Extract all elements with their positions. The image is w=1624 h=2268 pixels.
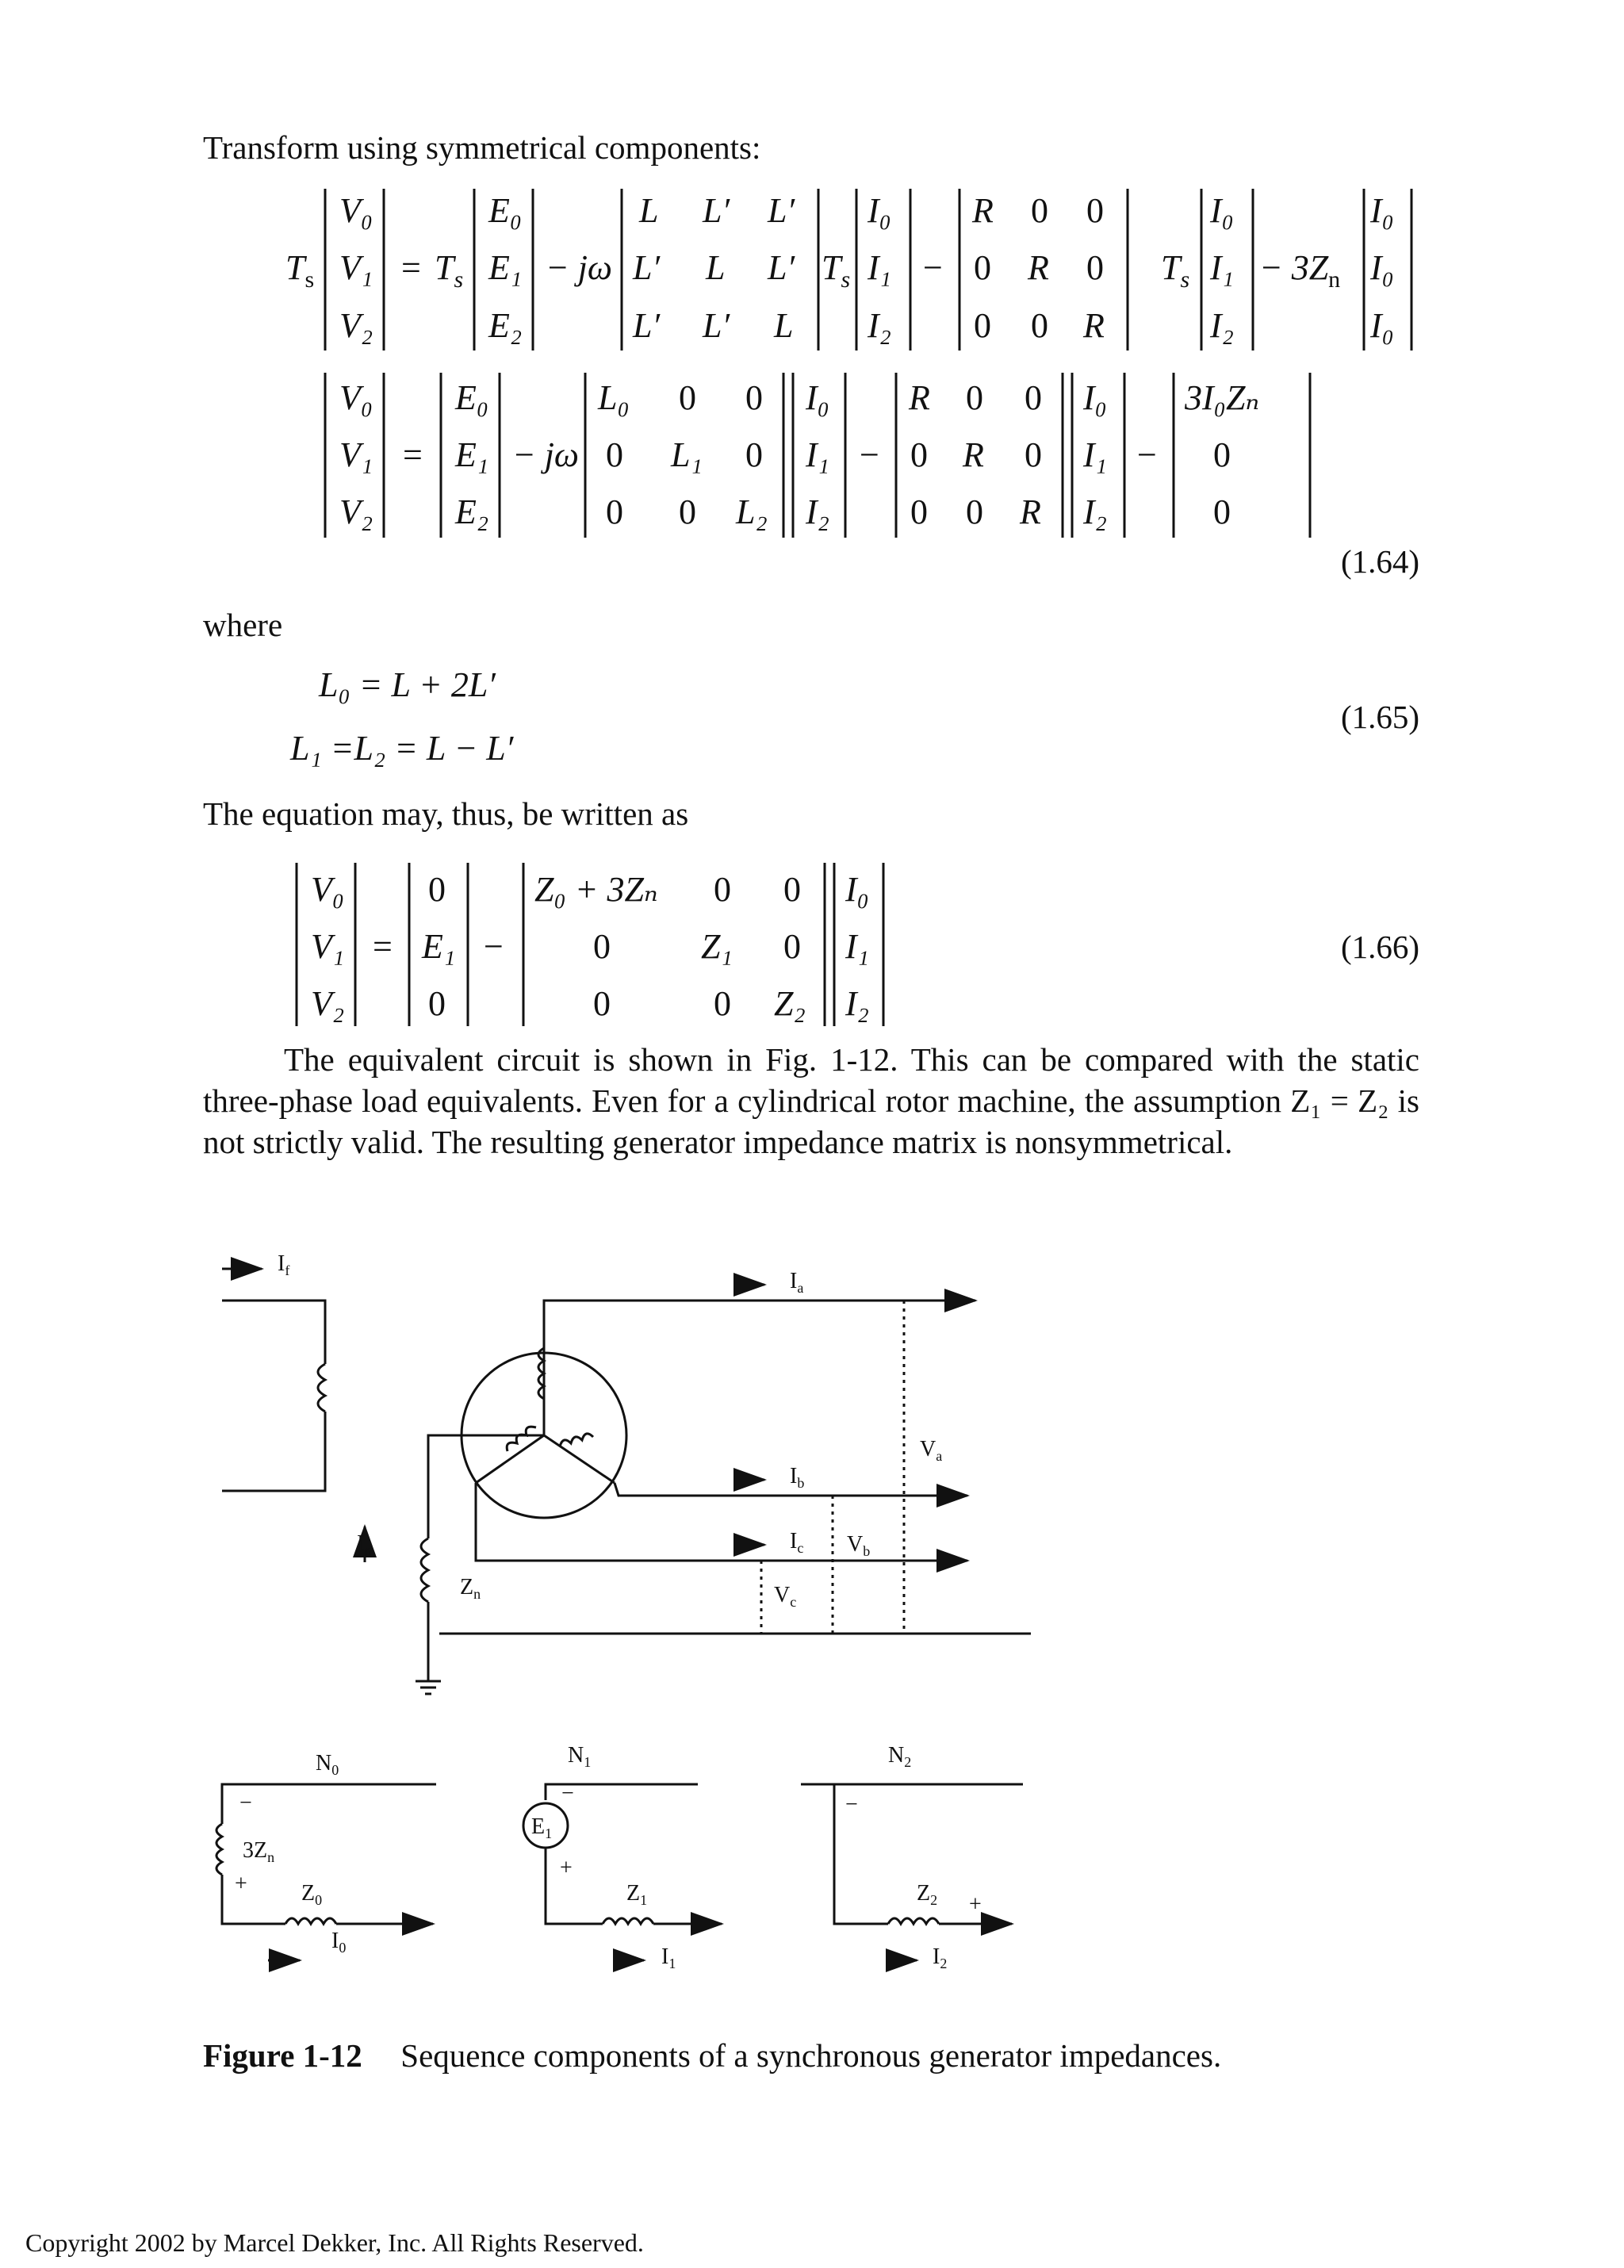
r2-i2: I₂ — [806, 492, 829, 531]
r2-l12: 0 — [745, 435, 763, 474]
eq-number-1-64: (1.64) — [1340, 543, 1419, 580]
equation-1-66 — [0, 847, 1624, 1037]
r2-v1: V₁ — [339, 435, 373, 474]
e0: E₀ — [488, 191, 523, 230]
l02: L′ — [768, 191, 795, 230]
intro-text: Transform using symmetrical components: — [203, 129, 761, 166]
ts-2: $T_s$ — [435, 248, 464, 293]
n0-minus-sign: − — [239, 1791, 252, 1815]
winding-c — [544, 1435, 615, 1483]
n1-plus-sign: + — [560, 1856, 573, 1880]
r02: 0 — [1086, 191, 1104, 230]
i1-b: I₁ — [1210, 248, 1234, 287]
r2-minus-1: − — [860, 435, 879, 474]
v2: V₂ — [339, 306, 373, 345]
r2-eq-sign: = — [403, 435, 423, 474]
caption-text: Sequence components of a synchronous generator impedances. — [400, 2037, 1222, 2074]
field-wire-bottom — [222, 1412, 325, 1491]
label-vc: $V_c$ — [774, 1583, 797, 1610]
n1-minus-sign: − — [561, 1781, 574, 1806]
r2-l00: L₀ — [598, 378, 630, 417]
r2-minus-jw: − jω — [512, 435, 579, 474]
r2-r12: 0 — [1025, 435, 1042, 474]
ts-3: $T_s$ — [822, 248, 851, 293]
z1-coil — [603, 1918, 653, 1924]
z2-coil — [888, 1918, 939, 1924]
l10: L′ — [633, 248, 661, 287]
label-z0: $Z_0$ — [301, 1881, 323, 1908]
label-3zn: $3Z_n$ — [243, 1838, 275, 1865]
label-ic: $I_c$ — [790, 1529, 804, 1556]
r2-r10: 0 — [910, 435, 928, 474]
e66-z22: Z₂ — [774, 984, 806, 1023]
r2-v2: V₂ — [339, 492, 373, 531]
minus-jw: − jω — [546, 248, 612, 287]
i0-d: I₀ — [1370, 248, 1394, 287]
r2-zero-1: 0 — [1213, 435, 1231, 474]
r11: R — [1028, 248, 1049, 287]
l11: L — [706, 248, 726, 287]
r2-r00: R — [909, 378, 930, 417]
e66-z11: Z₁ — [701, 927, 733, 966]
r2-i2-b: I₂ — [1083, 492, 1107, 531]
eq165-line1: L₀ = L + 2L′ — [319, 665, 496, 704]
e1: E₁ — [488, 248, 523, 287]
z0-coil — [285, 1918, 336, 1924]
label-n0: $N_0$ — [316, 1751, 339, 1778]
paragraph: The equivalent circuit is shown in Fig. 1-12. This can be compared with the static three-phase load equivalents. Even for a cylindrical rotor machine, the assumption Z₁ = Z₂ is not strictly valid. The resulting generator impedance matrix is nonsymmetrical. — [203, 1041, 1419, 1160]
label-i0: $I_0$ — [331, 1929, 347, 1956]
figure-1-12 — [0, 1253, 1624, 2030]
n0-network-bottom — [222, 1875, 285, 1924]
label-in: $I_n$ — [357, 1531, 372, 1558]
n2-minus-sign: − — [845, 1792, 858, 1817]
eq165-line2: L₁ =L₂ = L − L′ — [290, 729, 514, 768]
r2-i0-b: I₀ — [1083, 378, 1107, 417]
n0-coil-3zn — [216, 1824, 222, 1875]
r21: 0 — [1031, 306, 1048, 345]
e66-v2: V₂ — [311, 984, 345, 1023]
r2-l10: 0 — [606, 435, 623, 474]
l01: L′ — [703, 191, 730, 230]
e66-eq-sign: = — [373, 927, 393, 966]
e66-v0: V₀ — [311, 870, 345, 909]
e66-i0: I₀ — [845, 870, 869, 909]
r20: 0 — [974, 306, 991, 345]
v0: V₀ — [339, 191, 373, 230]
r2-l21: 0 — [679, 492, 696, 531]
r2-e2: E₂ — [455, 492, 489, 531]
i0: I₀ — [868, 191, 891, 230]
r2-i0: I₀ — [806, 378, 829, 417]
r2-r02: 0 — [1025, 378, 1042, 417]
e66-z00: Z₀ + 3Zₙ — [534, 870, 658, 909]
ts-4: $T_s$ — [1161, 248, 1190, 293]
r2-r01: 0 — [966, 378, 983, 417]
eq-number-1-66: (1.66) — [1340, 929, 1419, 965]
label-vb: $V_b$ — [847, 1532, 871, 1559]
i2-b: I₂ — [1210, 306, 1234, 345]
label-va: $V_a$ — [920, 1437, 943, 1464]
coil-c — [560, 1434, 593, 1446]
label-zn: $Z_n$ — [460, 1575, 481, 1602]
e2: E₂ — [488, 306, 523, 345]
l12: L′ — [768, 248, 795, 287]
caption-label: Figure 1-12 — [203, 2037, 362, 2074]
thus-text: The equation may, thus, be written as — [203, 795, 689, 832]
e66-z02: 0 — [783, 870, 801, 909]
e66-z20: 0 — [593, 984, 611, 1023]
e66-e0: 0 — [428, 870, 446, 909]
n0-plus-sign: + — [235, 1871, 247, 1896]
i0-b: I₀ — [1210, 191, 1234, 230]
figure-caption — [203, 2035, 1221, 2076]
r2-r20: 0 — [910, 492, 928, 531]
v1: V₁ — [339, 248, 373, 287]
r2-e1: E₁ — [455, 435, 489, 474]
coil-b — [507, 1427, 536, 1451]
r2-l11: L₁ — [671, 435, 703, 474]
e66-i2: I₂ — [845, 984, 869, 1023]
l00: L — [639, 191, 659, 230]
e66-e2: 0 — [428, 984, 446, 1023]
minus-sign: − — [923, 248, 943, 287]
r01: 0 — [1031, 191, 1048, 230]
minus-3zn: − $3Z_n$ — [1259, 248, 1341, 293]
e66-i1: I₁ — [845, 927, 869, 966]
phase-a-line — [544, 1301, 975, 1332]
r2-l22: L₂ — [736, 492, 768, 531]
e66-z21: 0 — [714, 984, 731, 1023]
e66-z12: 0 — [783, 927, 801, 966]
neutral-line — [428, 1435, 544, 1538]
field-coil — [318, 1364, 325, 1412]
i0-c: I₀ — [1370, 191, 1394, 230]
r2-minus-2: − — [1137, 435, 1157, 474]
n0-network-top — [222, 1784, 436, 1824]
label-z1: $Z_1$ — [626, 1881, 648, 1908]
r10: 0 — [974, 248, 991, 287]
label-ia: $I_a$ — [790, 1269, 804, 1296]
e66-z10: 0 — [593, 927, 611, 966]
r2-i1-b: I₁ — [1083, 435, 1107, 474]
label-i1: $I_1$ — [661, 1944, 676, 1971]
r2-l02: 0 — [745, 378, 763, 417]
r2-zero-2: 0 — [1213, 492, 1231, 531]
equation-1-64 — [0, 174, 1624, 603]
l20: L′ — [633, 306, 661, 345]
n2-network-left — [834, 1784, 888, 1924]
label-i2: $I_2$ — [933, 1944, 948, 1971]
field-wire-top — [222, 1301, 325, 1364]
label-e1: $E_1$ — [531, 1814, 553, 1841]
label-n1: $N_1$ — [568, 1743, 592, 1770]
e66-z01: 0 — [714, 870, 731, 909]
r2-r21: 0 — [966, 492, 983, 531]
e66-minus: − — [484, 927, 504, 966]
label-z2: $Z_2$ — [917, 1881, 938, 1908]
where-text: where — [203, 607, 283, 643]
eq-number-1-65: (1.65) — [1340, 699, 1419, 735]
n1-network-bottom — [546, 1848, 603, 1924]
ground-icon — [416, 1681, 441, 1694]
r2-r22: R — [1020, 492, 1041, 531]
r2-l01: 0 — [679, 378, 696, 417]
r00: R — [972, 191, 994, 230]
i0-e: I₀ — [1370, 306, 1394, 345]
label-ib: $I_b$ — [790, 1464, 805, 1491]
e66-e1: E₁ — [422, 927, 456, 966]
ts-1: $T_s$ — [285, 248, 315, 293]
zn-coil — [421, 1538, 428, 1602]
r2-v0: V₀ — [339, 378, 373, 417]
e66-v1: V₁ — [311, 927, 345, 966]
i1: I₁ — [868, 248, 891, 287]
l21: L′ — [703, 306, 730, 345]
r2-e0: E₀ — [455, 378, 489, 417]
r12: 0 — [1086, 248, 1104, 287]
i2: I₂ — [868, 306, 891, 345]
l22: L — [774, 306, 794, 345]
r2-i1: I₁ — [806, 435, 829, 474]
label-n2: $N_2$ — [888, 1743, 912, 1770]
r2-r11: R — [963, 435, 984, 474]
eq-sign: = — [401, 248, 421, 287]
r22: R — [1083, 306, 1105, 345]
copyright-footer: Copyright 2002 by Marcel Dekker, Inc. All Rights Reserved. — [25, 2228, 644, 2257]
r2-3i0zn: 3I₀Zₙ — [1185, 378, 1260, 417]
r2-l20: 0 — [606, 492, 623, 531]
n2-plus-sign: + — [969, 1892, 982, 1917]
label-if: $I_f$ — [278, 1253, 290, 1278]
